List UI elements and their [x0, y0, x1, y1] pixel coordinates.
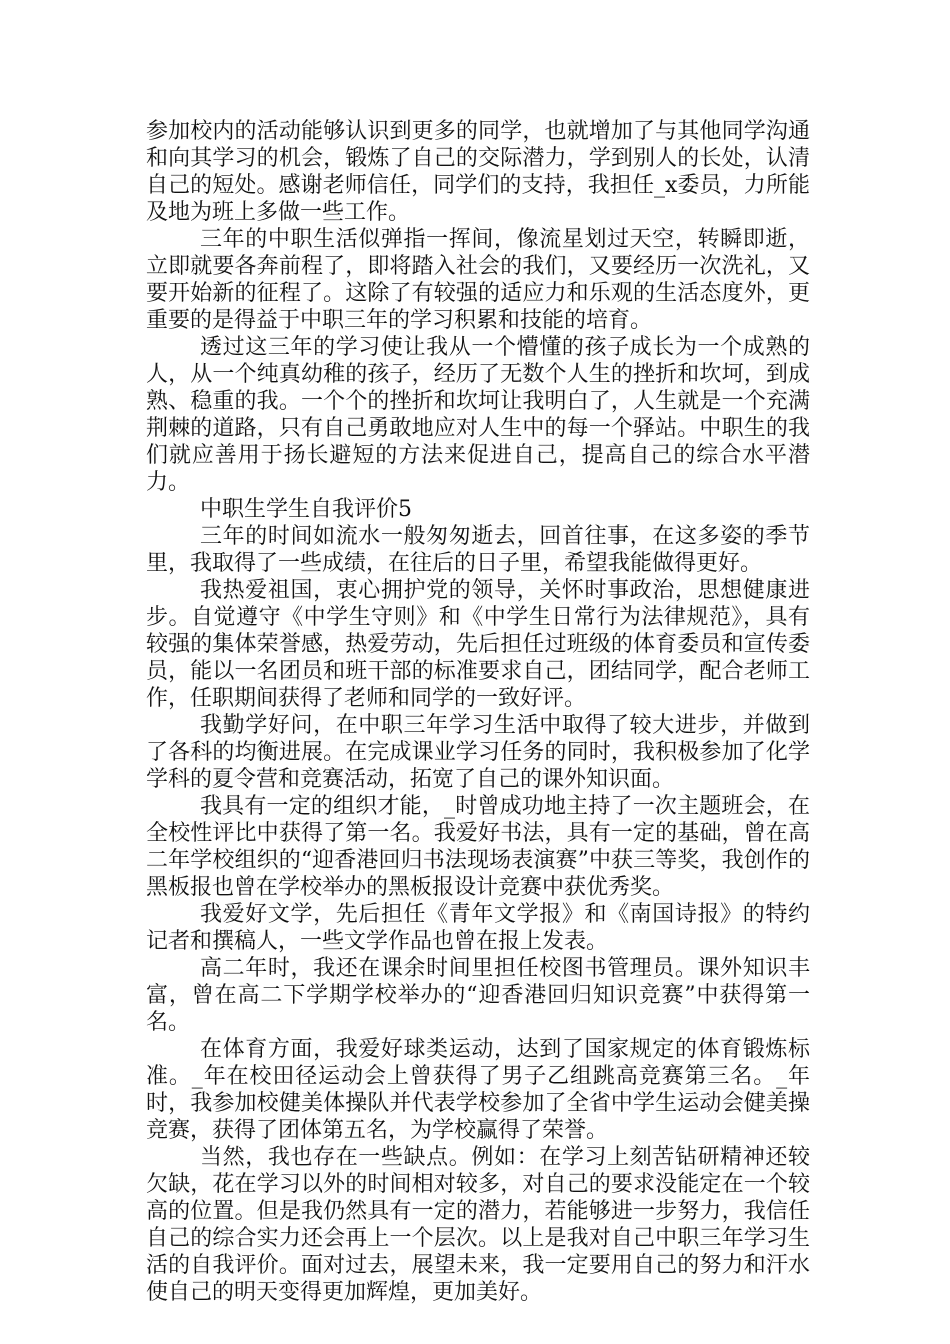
paragraph-5: 三年的时间如流水一般匆匆逝去，回首往事，在这多姿的季节里，我取得了一些成绩，在往后的日子里，希望我能做得更好。: [146, 524, 810, 576]
paragraph-1: 参加校内的活动能够认识到更多的同学，也就增加了与其他同学沟通和向其学习的机会，锻炼了自己的交际潜力，学到别人的长处，认清自己的短处。感谢老师信任，同学们的支持，我担任_x委员，力所能及地为班上多做一些工作。: [146, 119, 810, 225]
paragraph-10: 高二年时，我还在课余时间里担任校图书管理员。课外知识丰富，曾在高二下学期学校举办的“迎香港回归知识竞赛”中获得第一名。: [146, 956, 810, 1035]
paragraph-8: 我具有一定的组织才能，_时曾成功地主持了一次主题班会，在全校性评比中获得了第一名。我爱好书法，具有一定的基础，曾在高二年学校组织的“迎香港回归书法现场表演赛”中获三等奖，我创作的黑板报也曾在学校举办的黑板报设计竞赛中获优秀奖。: [146, 794, 810, 900]
paragraph-2: 三年的中职生活似弹指一挥间，像流星划过天空，转瞬即逝，立即就要各奔前程了，即将踏入社会的我们，又要经历一次洗礼，又要开始新的征程了。这除了有较强的适应力和乐观的生活态度外，更重要的是得益于中职三年的学习积累和技能的培育。: [146, 227, 810, 333]
paragraph-7: 我勤学好问，在中职三年学习生活中取得了较大进步，并做到了各科的均衡进展。在完成课业学习任务的同时，我积极参加了化学学科的夏令营和竞赛活动，拓宽了自己的课外知识面。: [146, 713, 810, 792]
paragraph-3: 透过这三年的学习使让我从一个懵懂的孩子成长为一个成熟的人，从一个纯真幼稚的孩子，经历了无数个人生的挫折和坎坷，到成熟、稳重的我。一个个的挫折和坎坷让我明白了，人生就是一个充满荆棘的道路，只有自己勇敢地应对人生中的每一个驿站。中职生的我们就应善用于扬长避短的方法来促进自己，提高自己的综合水平潜力。: [146, 335, 810, 495]
section-heading: 中职生学生自我评价5: [200, 497, 412, 522]
document-page: [146, 118, 810, 1306]
paragraph-12: 当然，我也存在一些缺点。例如：在学习上刻苦钻研精神还较欠缺，花在学习以外的时间相对较多，对自己的要求没能定在一个较高的位置。但是我仍然具有一定的潜力，若能够进一步努力，我信任自己的综合实力还会再上一个层次。以上是我对自己中职三年学习生活的自我评价。面对过去，展望未来，我一定要用自己的努力和汗水使自己的明天变得更加辉煌，更加美好。: [146, 1145, 810, 1305]
paragraph-11: 在体育方面，我爱好球类运动，达到了国家规定的体育锻炼标准。_年在校田径运动会上曾获得了男子乙组跳高竞赛第三名。_年时，我参加校健美体操队并代表学校参加了全省中学生运动会健美操竞赛，获得了团体第五名，为学校赢得了荣誉。: [146, 1037, 810, 1143]
paragraph-6: 我热爱祖国，衷心拥护党的领导，关怀时事政治，思想健康进步。自觉遵守《中学生守则》和《中学生日常行为法律规范》，具有较强的集体荣誉感，热爱劳动，先后担任过班级的体育委员和宣传委员，能以一名团员和班干部的标准要求自己，团结同学，配合老师工作，任职期间获得了老师和同学的一致好评。: [146, 578, 810, 711]
paragraph-9: 我爱好文学，先后担任《青年文学报》和《南国诗报》的特约记者和撰稿人，一些文学作品也曾在报上发表。: [146, 902, 810, 954]
